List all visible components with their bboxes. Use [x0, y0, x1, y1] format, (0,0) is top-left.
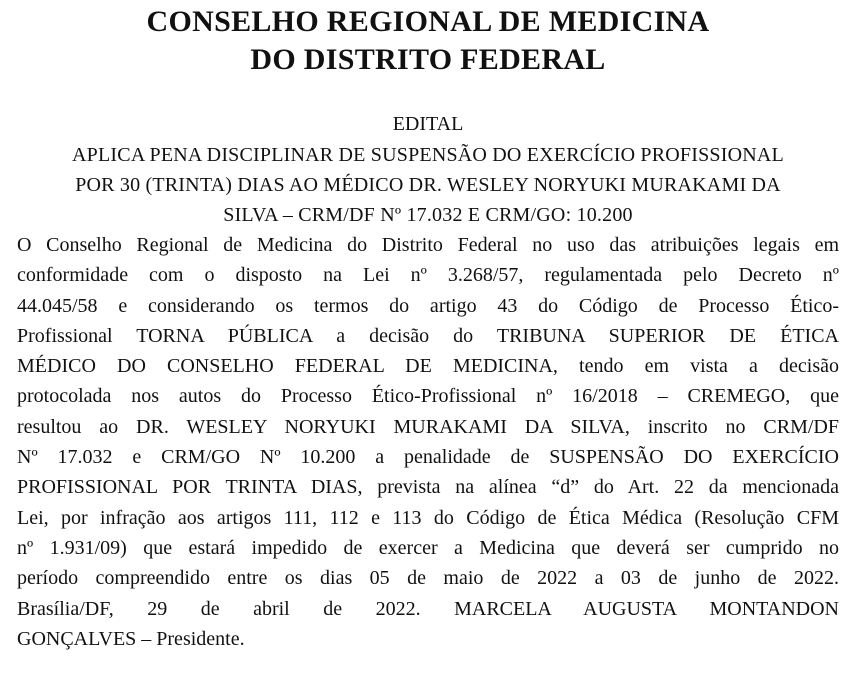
body-line: MÉDICO DO CONSELHO FEDERAL DE MEDICINA, tendo em vista a decisão — [17, 355, 839, 378]
body-line: conformidade com o disposto na Lei nº 3.268/57, regulamentada pelo Decreto nº — [17, 264, 839, 287]
edital-title-line: POR 30 (TRINTA) DIAS AO MÉDICO DR. WESLEY NORYUKI MURAKAMI DA — [75, 174, 781, 196]
body-line: PROFISSIONAL POR TRINTA DIAS, prevista na alínea “d” do Art. 22 da mencionada — [17, 476, 839, 499]
body-line: O Conselho Regional de Medicina do Distrito Federal no uso das atribuições legais em — [17, 234, 839, 256]
edital-heading: EDITAL — [392, 113, 464, 135]
body-line: 44.045/58 e considerando os termos do artigo 43 do Código de Processo Ético- — [17, 294, 839, 317]
organization-name-line-2: DO DISTRITO FEDERAL — [250, 43, 606, 76]
organization-name-line-1: CONSELHO REGIONAL DE MEDICINA — [146, 5, 710, 38]
body-line: resultou ao DR. WESLEY NORYUKI MURAKAMI DA SILVA, inscrito no CRM/DF — [17, 415, 839, 438]
body-line: nº 1.931/09) que estará impedido de exercer a Medicina que deverá ser cumprido no — [17, 536, 839, 559]
edital-body — [17, 230, 839, 654]
body-line: GONÇALVES – Presidente. — [17, 627, 245, 650]
edital-title-line: APLICA PENA DISCIPLINAR DE SUSPENSÃO DO EXERCÍCIO PROFISSIONAL — [72, 144, 784, 166]
body-line: Nº 17.032 e CRM/GO Nº 10.200 a penalidade de SUSPENSÃO DO EXERCÍCIO — [17, 446, 839, 469]
body-line: Profissional TORNA PÚBLICA a decisão do TRIBUNA SUPERIOR DE ÉTICA — [17, 324, 839, 347]
body-line: período compreendido entre os dias 05 de maio de 2022 a 03 de junho de 2022. — [17, 567, 839, 590]
body-line: protocolada nos autos do Processo Ético-Profissional nº 16/2018 – CREMEGO, que — [17, 385, 839, 408]
body-line: Brasília/DF, 29 de abril de 2022. MARCELA AUGUSTA MONTANDON — [17, 597, 839, 620]
body-line: Lei, por infração aos artigos 111, 112 e 113 do Código de Ética Médica (Resolução CFM — [17, 506, 839, 529]
edital-title-line: SILVA – CRM/DF Nº 17.032 E CRM/GO: 10.200 — [223, 204, 633, 226]
